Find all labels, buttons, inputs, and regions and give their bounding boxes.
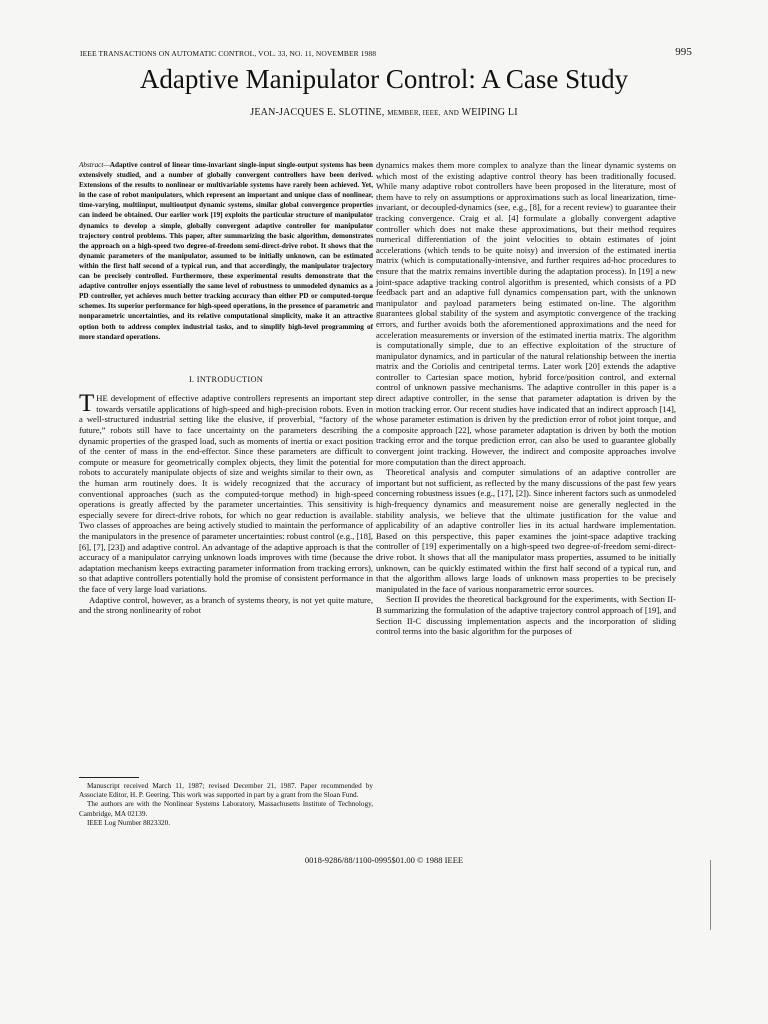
abstract-text: Adaptive control of linear time-invariant single-input single-output systems has been extensively studied, and a number of globally convergent controllers have been derived. Extensions of the results to nonlinear or multivariable systems have rarely been achieved. Yet, in the case of robot manipulators, which represent an important and unique class of nonlinear, time-varying, multiinput, multioutput dynamic systems, similar global convergence properties can indeed be obtained. Our earlier work [19] exploits the particular structure of manipulator dynamics to develop a simple, globally convergent adaptive controller for manipulator trajectory control problems. This paper, after summarizing the basic algorithm, demonstrates the approach on a high-speed two degree-of-freedom semi-direct-drive robot. It shows that the dynamic parameters of the manipulator, assumed to be initially unknown, can be estimated within the first half second of a typical run, and that accordingly, the manipulator trajectory can be precisely controlled. Furthermore, these experimental results demonstrate that the adaptive controller enjoys essentially the same level of robustness to unmodeled dynamics as a PD controller, yet achieves much better tracking accuracy than either PD or computed-torque schemes. Its superior performance for high-speed operations, in the presence of parametric and nonparametric uncertainties, and its relative computational simplicity, make it an attractive option both to address complex industrial tasks, and to simplify high-level programming of more standard operations. (79, 161, 373, 341)
abstract-lead: Abstract— (79, 161, 110, 169)
author-1: JEAN-JACQUES E. SLOTINE, (250, 107, 385, 118)
author-line (0, 107, 768, 118)
running-header (80, 46, 692, 60)
author-2: WEIPING LI (461, 107, 518, 118)
footnote-affiliation: The authors are with the Nonlinear Systems Laboratory, Massachusetts Institute of Technology, Cambridge, MA 02139. (79, 800, 373, 818)
intro-paragraph-1 (79, 390, 373, 594)
author-1-title: MEMBER, IEEE, (387, 109, 441, 117)
right-column (376, 160, 676, 637)
drop-cap: T (79, 390, 95, 418)
page-number: 995 (675, 46, 692, 58)
footnote-log-number: IEEE Log Number 8823320. (87, 818, 171, 827)
footnote-received: Manuscript received March 11, 1987; revised December 21, 1987. Paper recommended by Associate Editor, H. P. Geering. This work was supported in part by a grant from the Sloan Fund. (79, 782, 373, 800)
journal-citation: IEEE TRANSACTIONS ON AUTOMATIC CONTROL, VOL. 33, NO. 11, NOVEMBER 1988 (80, 49, 377, 58)
abstract (79, 160, 373, 342)
intro-paragraph-2: Adaptive control, however, as a branch of systems theory, is not yet quite mature, and the strong nonlinearity of robot (79, 594, 373, 616)
paper-title: Adaptive Manipulator Control: A Case Study (139, 64, 629, 94)
intro-paragraph-1-text: HE development of effective adaptive controllers represents an important step towards versatile applications of high-speed and high-precision robots. Even in a well-structured industrial setting like the elusive, if proverbial, “factory of the future,” robots still have to face uncertainty on the parameters describing the dynamic properties of the grasped load, such as moments of inertia or exact position of the center of mass in the end-effector. Since these parameters are difficult to compute or measure for geometrically complex objects, they limit the potential for robots to accurately manipulate objects of size and weights similar to their own, as the human arm routinely does. It is widely recognized that the accuracy of conventional approaches (such as the computed-torque method) in high-speed operations is greatly affected by the parameter uncertainties. This sensitivity is especially severe for direct-drive robots, for which no gear reduction is available. Two classes of approaches are being actively studied to maintain the performance of the manipulators in the presence of parameter uncertainties: robust control (e.g., [18], [6], [7], [23]) and adaptive control. An advantage of the adaptive approach is that the accuracy of a manipulator carrying unknown loads improves with time (because the adaptation mechanism keeps extracting parameter information from tracking errors), so that adaptive controllers potentially hold the promise of consistent performance in the face of very large load variations. (79, 393, 373, 594)
author-conjunction: AND (443, 109, 460, 117)
left-column (79, 160, 373, 616)
intro-paragraph-3: dynamics makes them more complex to analyze than the linear dynamic systems on which most of the existing adaptive control theory has been traditionally focused. While many adaptive robot controllers have been proposed in the literature, most of them have to rely on assumptions or approximations such as local linearization, time-invariant, or decoupled-dynamics (see, e.g., [8], for a recent review) to guarantee their tracking convergence. Craig et al. [4] formulate a globally convergent adaptive controller which does not make these approximations, but their method requires numerical differentiation of the joint velocities to obtain estimates of joint accelerations (which tends to be quite noisy) and inversion of the estimated inertia matrix (which is computationally-intensive, and further requires ad-hoc procedures to ensure that the matrix remains invertible during the adaptation process). In [19] a new joint-space adaptive tracking control algorithm is presented, which consists of a PD feedback part and an adaptive full dynamics compensation part, with the unknown manipulator and payload parameters being estimated on-line. The algorithm guarantees global stability of the system and asymptotic convergence of the tracking errors, and further avoids both the aforementioned approximations and the need for acceleration measurements or inversion of the estimated inertia matrix. The algorithm is computationally simple, due to an effective exploitation of the structure of manipulator dynamics, and in particular of the natural relationship between the inertia matrix and the Coriolis and centripetal terms. Later work [20] extends the adaptive controller to Cartesian space motion, hybrid force/position control, and external control of unknown passive mechanisms. The adaptive controller in this paper is a direct adaptive controller, in the sense that parameter adaptation is driven by the motion tracking error. Our recent studies have indicated that an indirect approach [14], whose parameter estimation is driven by the prediction error of robot joint torque, and a composite approach [22], whose parameter adaptation is driven by both the motion tracking error and the torque prediction error, can also be used to guarantee globally convergent joint tracking. However, the indirect and composite approaches involve more computation than the direct approach. (376, 160, 676, 467)
footnote (79, 782, 373, 828)
scan-binding-mark (710, 860, 711, 930)
copyright-line: 0018-9286/88/1100-0995$01.00 © 1988 IEEE (304, 855, 464, 865)
section-heading-introduction: I. INTRODUCTION (188, 374, 264, 384)
footnote-rule (79, 777, 139, 778)
intro-paragraph-4: Theoretical analysis and computer simulations of an adaptive controller are important but not sufficient, as reflected by the many discussions of the past few years concerning robustness issues (e.g., [17], [2]). Since inherent factors such as unmodeled high-frequency dynamics and measurement noise are generally neglected in the stability analysis, we believe that the ultimate justification for the value and applicability of an adaptive controller lies in its actual hardware implementation. Based on this perspective, this paper examines the joint-space adaptive tracking controller of [19] experimentally on a high-speed two degree-of-freedom semi-direct-drive robot. It shows that all the manipulator mass properties, assumed to be initially unknown, can be quickly estimated within the first half second of a typical run, and that the algorithm allows large loads of unknown mass properties to be precisely manipulated in the face of various nonparametric error sources. (376, 467, 676, 594)
intro-paragraph-5: Section II provides the theoretical background for the experiments, with Section II-B summarizing the formulation of the adaptive trajectory control approach of [19], and Section II-C discussing implementation aspects and the incorporation of sliding control terms into the basic algorithm for the purposes of (376, 594, 676, 637)
